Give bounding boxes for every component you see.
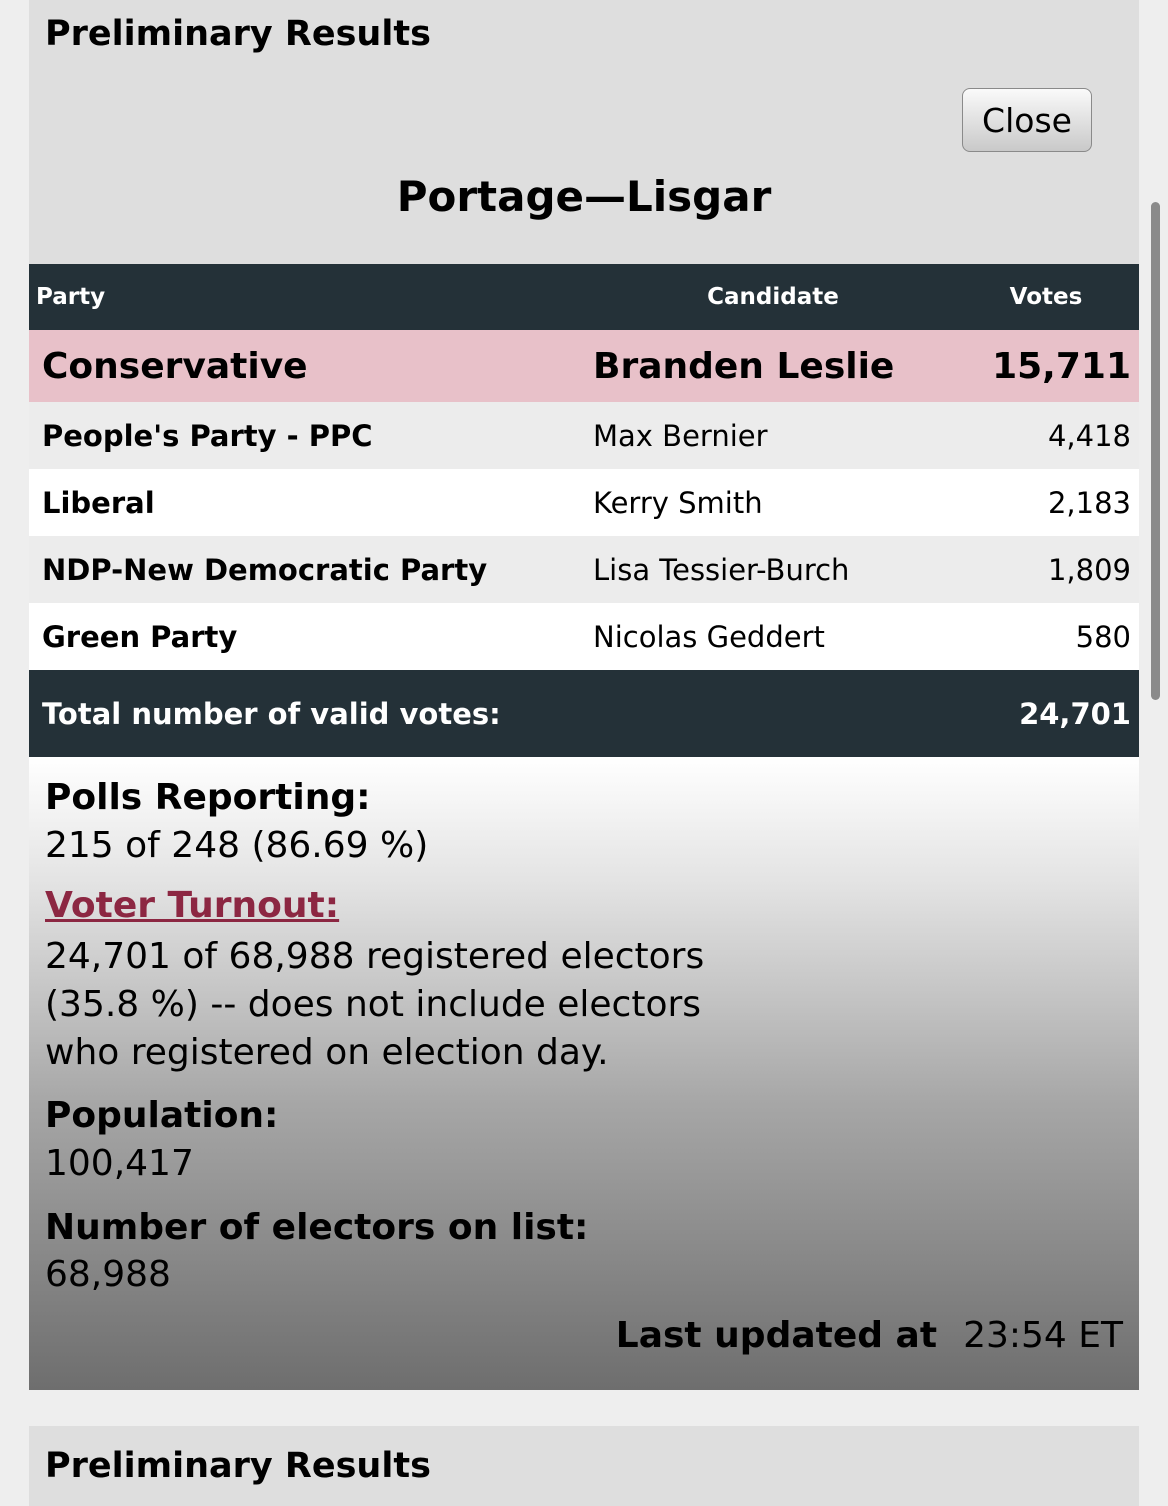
votes-cell: 580 (953, 603, 1139, 670)
candidate-cell: Kerry Smith (593, 469, 953, 536)
last-updated-label: Last updated at (615, 1315, 938, 1356)
results-panel (29, 0, 1139, 1390)
table-header-row (29, 264, 1139, 330)
total-label: Total number of valid votes: (29, 670, 953, 757)
last-updated-value: 23:54 ET (963, 1315, 1123, 1356)
stats-section (29, 757, 1139, 1390)
electors-label: Number of electors on list: (45, 1207, 589, 1248)
party-cell: People's Party - PPC (29, 402, 593, 469)
population-value: 100,417 (45, 1143, 194, 1184)
panel-title: Preliminary Results (45, 14, 431, 54)
table-row (29, 536, 1139, 603)
total-row (29, 670, 1139, 757)
party-cell: Liberal (29, 469, 593, 536)
close-button[interactable]: Close (962, 88, 1092, 152)
results-table (29, 264, 1139, 757)
polls-reporting-label: Polls Reporting: (45, 777, 371, 818)
population-label: Population: (45, 1095, 279, 1136)
candidate-cell: Branden Leslie (593, 330, 953, 402)
scrollbar[interactable] (1151, 202, 1160, 700)
party-cell: Green Party (29, 603, 593, 670)
votes-cell: 15,711 (953, 330, 1139, 402)
table-row (29, 603, 1139, 670)
table-row (29, 469, 1139, 536)
candidate-cell: Max Bernier (593, 402, 953, 469)
candidate-column-header: Candidate (593, 264, 953, 330)
votes-cell: 1,809 (953, 536, 1139, 603)
riding-name: Portage—Lisgar (396, 172, 772, 221)
party-column-header: Party (29, 264, 593, 330)
table-row (29, 402, 1139, 469)
party-cell: Conservative (29, 330, 593, 402)
votes-column-header: Votes (953, 264, 1139, 330)
total-value: 24,701 (953, 670, 1139, 757)
turnout-line-3: who registered on election day. (45, 1032, 609, 1073)
last-updated (616, 1315, 1123, 1356)
voter-turnout-link[interactable]: Voter Turnout: (45, 885, 340, 926)
electors-value: 68,988 (45, 1254, 171, 1295)
panel-title: Preliminary Results (45, 1446, 431, 1486)
polls-reporting-value: 215 of 248 (86.69 %) (45, 825, 429, 866)
turnout-line-2: (35.8 %) -- does not include electors (45, 984, 702, 1025)
candidate-cell: Nicolas Geddert (593, 603, 953, 670)
votes-cell: 4,418 (953, 402, 1139, 469)
turnout-line-1: 24,701 of 68,988 registered electors (45, 936, 705, 977)
results-panel-next (29, 1426, 1139, 1506)
party-cell: NDP-New Democratic Party (29, 536, 593, 603)
table-row-winner (29, 330, 1139, 402)
candidate-cell: Lisa Tessier-Burch (593, 536, 953, 603)
votes-cell: 2,183 (953, 469, 1139, 536)
